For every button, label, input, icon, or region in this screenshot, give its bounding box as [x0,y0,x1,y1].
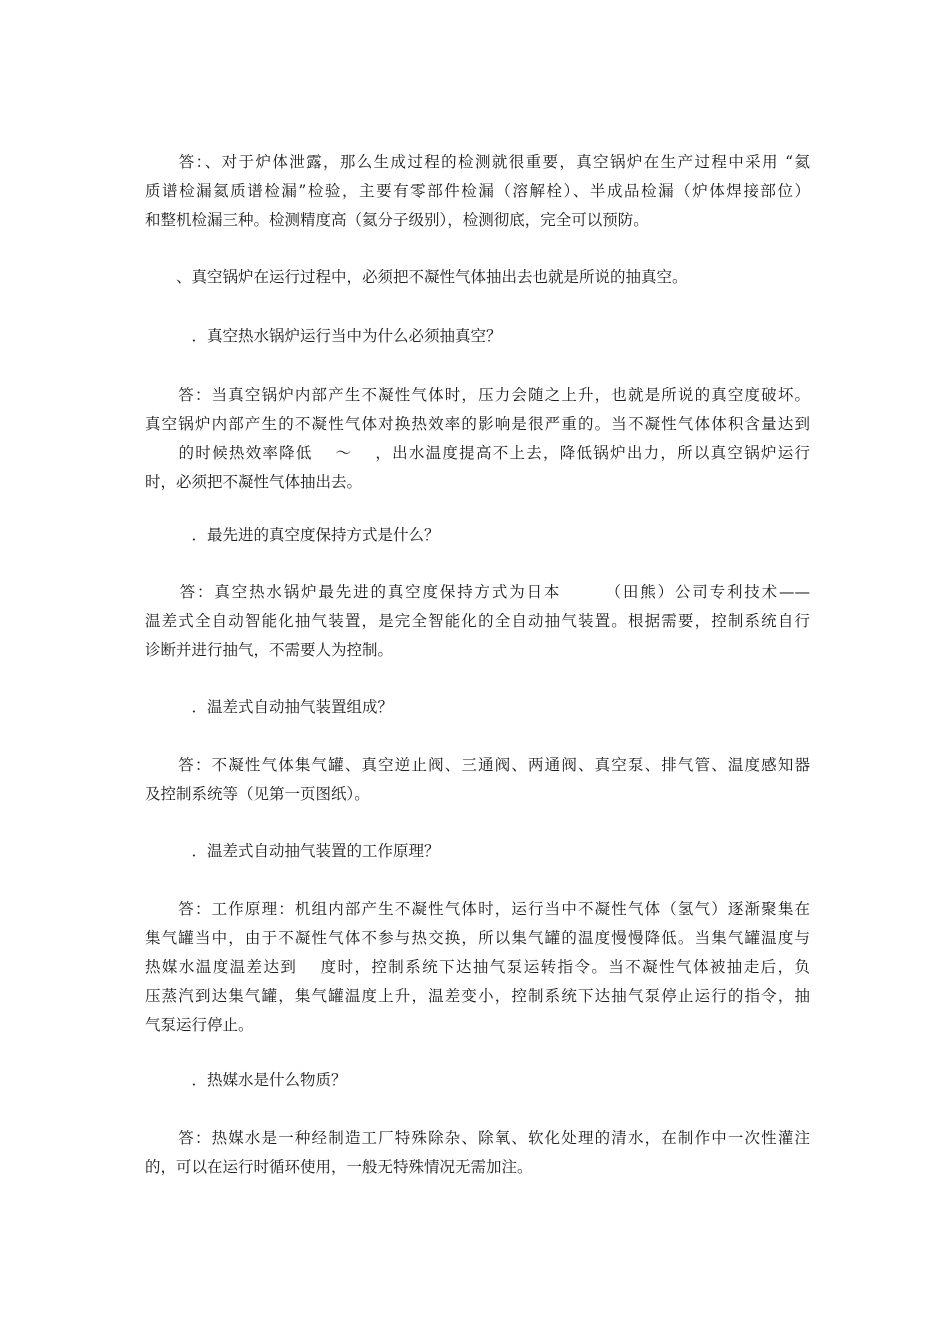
question-device-components [145,693,810,722]
question-heading: ．最先进的真空度保持方式是什么？ [145,526,440,544]
question-heading: ．真空热水锅炉运行当中为什么必须抽真空？ [145,327,502,345]
text-line: 答：真空热水锅炉最先进的真空度保持方式为日本 （田熊）公司专利技术—— [145,583,810,601]
answer-heat-medium-water [145,1124,810,1182]
text-line: 、真空锅炉在运行过程中，必须把不凝性气体抽出去也就是所说的抽真空。 [145,268,688,286]
text-line: 答：热媒水是一种经制造工厂特殊除杂、除氧、软化处理的清水，在制作中一次性灌注 [145,1129,810,1147]
text-line: 及控制系统等（见第一页图纸）。 [145,785,370,803]
text-line: 气泵运行停止。 [145,1016,254,1034]
text-line: 时，必须把不凝性气体抽出去。 [145,473,363,491]
question-heading: ．温差式自动抽气装置的工作原理？ [145,842,440,860]
text-line: 答：当真空锅炉内部产生不凝性气体时，压力会随之上升，也就是所说的真空度破坏。 [145,386,810,404]
text-line: 和整机检漏三种。检测精度高（氦分子级别），检测彻底，完全可以预防。 [145,211,649,229]
text-line: 答：不凝性气体集气罐、真空逆止阀、三通阀、两通阀、真空泵、排气管、温度感知器 [145,756,810,774]
text-line: 真空锅炉内部产生的不凝性气体对换热效率的影响是很严重的。当不凝性气体体积含量达到 [145,415,810,433]
question-heat-medium-water [145,1066,810,1095]
text-line: 诊断并进行抽气，不需要人为控制。 [145,641,394,659]
text-line: 温差式全自动智能化抽气装置，是完全智能化的全自动抽气装置。根据需要，控制系统自行 [145,612,810,630]
text-line: 答：、对于炉体泄露，那么生成过程的检测就很重要，真空锅炉在生产过程中采用 “氦 [145,153,810,171]
text-line: 的时候热效率降低 ～ ，出水温度提高不上去，降低锅炉出力，所以真空锅炉运行 [145,444,810,462]
text-line: 热媒水温度温差达到 度时，控制系统下达抽气泵运转指令。当不凝性气体被抽走后，负 [145,958,810,976]
text-line: 答：工作原理：机组内部产生不凝性气体时，运行当中不凝性气体（氢气）逐渐聚集在 [145,900,810,918]
text-line: 集气罐当中，由于不凝性气体不参与热交换，所以集气罐的温度慢慢降低。当集气罐温度与 [145,929,810,947]
text-line: 压蒸汽到达集气罐，集气罐温度上升，温差变小，控制系统下达抽气泵停止运行的指令，抽 [145,987,810,1005]
paragraph-vacuum-pumping-note [145,263,810,292]
answer-working-principle [145,895,810,1040]
question-heading: ．热媒水是什么物质？ [145,1071,347,1089]
question-vacuum-maintenance [145,521,810,550]
question-heading: ．温差式自动抽气装置组成？ [145,698,394,716]
question-why-vacuum [145,322,810,351]
question-working-principle [145,837,810,866]
text-line: 质谱检漏氦质谱检漏”检验，主要有零部件检漏（溶解栓）、半成品检漏（炉体焊接部位） [145,182,810,200]
answer-device-components [145,751,810,809]
answer-vacuum-maintenance [145,578,810,665]
paragraph-leak-detection-answer [145,148,810,235]
answer-why-vacuum [145,381,810,497]
text-line: 的，可以在运行时循环使用，一般无特殊情况无需加注。 [145,1158,533,1176]
